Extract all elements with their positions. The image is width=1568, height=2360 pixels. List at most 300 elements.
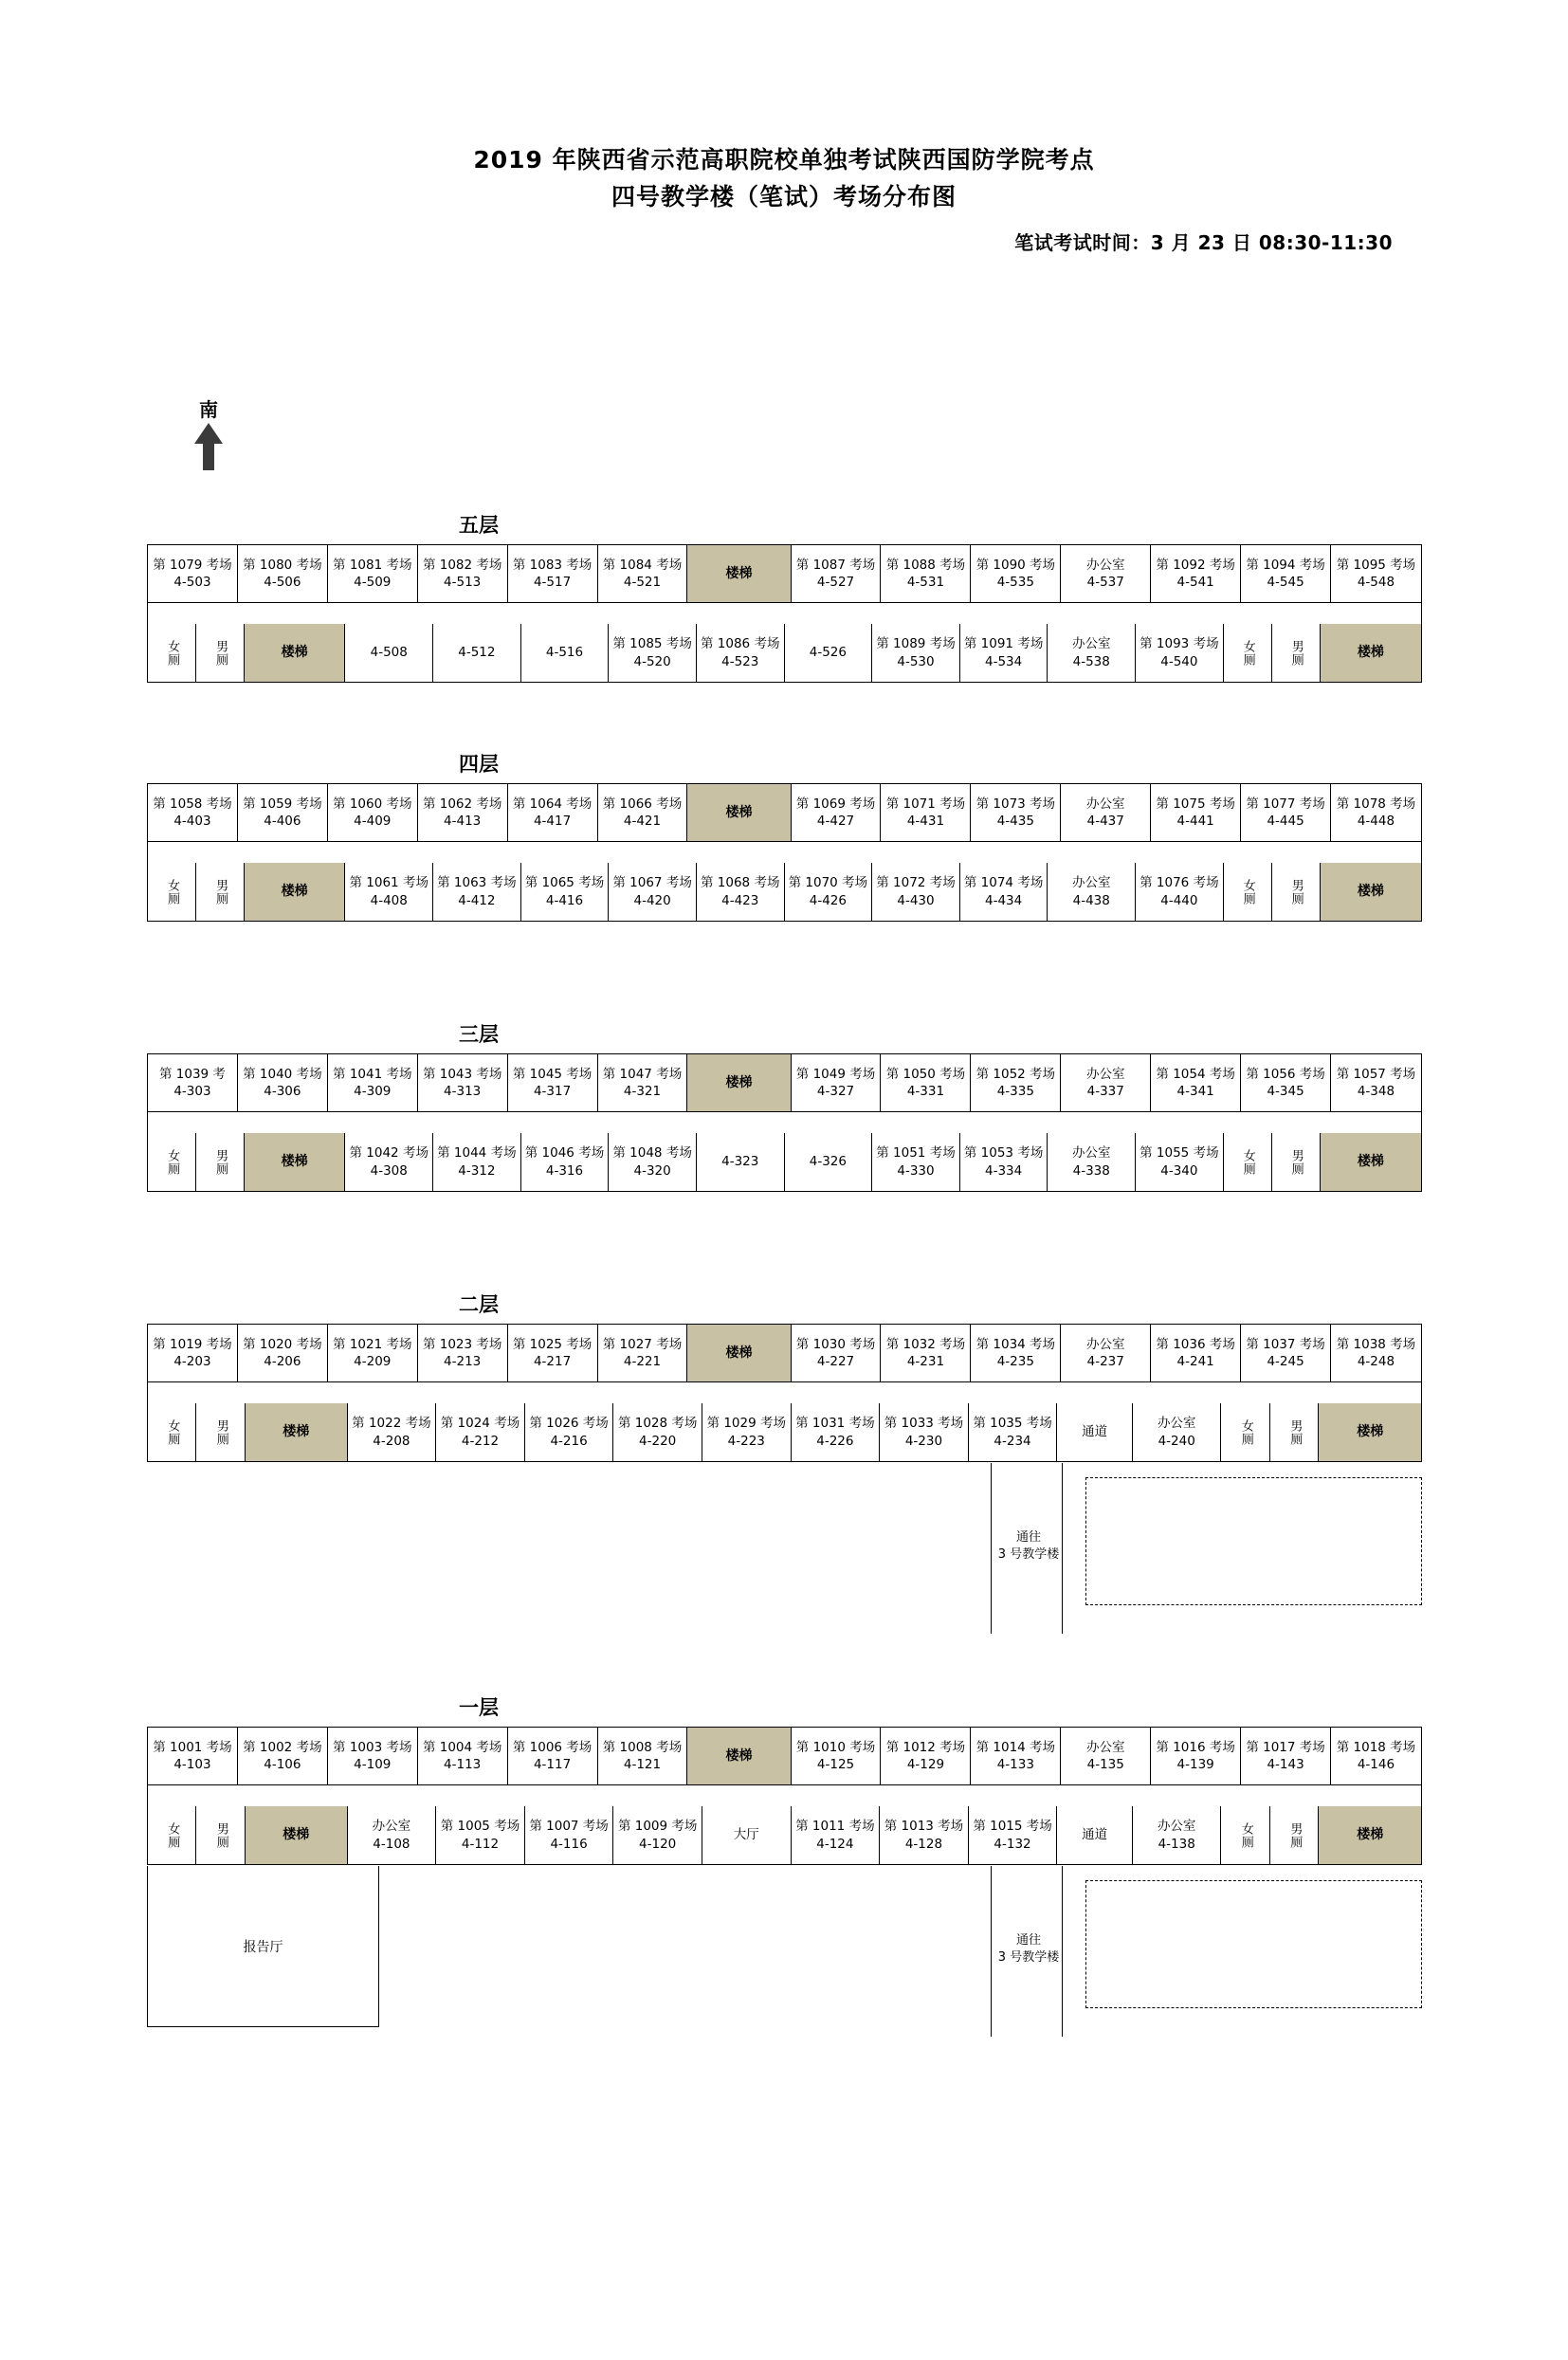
room-cell	[960, 1133, 1048, 1191]
adjacent-building-outline	[1085, 1477, 1422, 1605]
cell-line1: 办公室	[1071, 1145, 1111, 1162]
cell-line2: 4-330	[897, 1162, 935, 1179]
restroom-cell	[196, 1133, 245, 1191]
cell-line1: 第 1057 考场	[1336, 1066, 1416, 1082]
cell-line1: 第 1089 考场	[876, 636, 956, 652]
room-cell	[697, 863, 785, 921]
cell-line2: 4-303	[173, 1084, 211, 1099]
room-cell	[418, 1054, 508, 1111]
cell-line1: 第 1023 考场	[422, 1336, 502, 1352]
cell-line1: 第 1004 考场	[422, 1739, 502, 1755]
cell-line2: 4-320	[633, 1162, 671, 1179]
cell-line2: 4-334	[984, 1162, 1023, 1179]
cell-line2: 4-335	[996, 1084, 1034, 1099]
room-cell	[792, 1054, 882, 1111]
room-cell	[881, 545, 971, 602]
cell-line2: 4-506	[264, 575, 301, 590]
plain-cell	[785, 624, 873, 682]
cell-line2: 4-306	[264, 1084, 301, 1099]
cell-line1: 第 1037 考场	[1246, 1336, 1325, 1352]
restroom-cell	[196, 863, 245, 921]
cell-line2: 4-327	[816, 1084, 855, 1099]
cell-line2: 4-527	[816, 575, 855, 590]
cell-line2: 4-312	[458, 1162, 496, 1179]
cell-line1: 第 1015 考场	[973, 1819, 1052, 1835]
arrow-up-icon	[190, 423, 228, 470]
cell-line1: 女厕	[165, 878, 180, 906]
cell-line1: 女厕	[1240, 1148, 1255, 1176]
corridor-label	[981, 1529, 1076, 1564]
cell-line1: 第 1006 考场	[512, 1739, 593, 1755]
cell-line2: 4-316	[545, 1162, 584, 1179]
cell-line1: 第 1009 考场	[617, 1819, 698, 1835]
stair-cell	[1321, 624, 1422, 682]
cell-line1: 第 1059 考场	[243, 796, 322, 812]
cell-line1: 第 1085 考场	[612, 636, 692, 652]
cell-line2: 4-237	[1086, 1354, 1124, 1369]
cell-line2: 4-538	[1072, 653, 1110, 669]
cell-line1: 女厕	[1240, 878, 1255, 906]
cell-line1: 第 1056 考场	[1246, 1066, 1325, 1082]
stair-cell	[245, 1133, 346, 1191]
room-cell	[508, 1054, 598, 1111]
corridor-label-line1: 通往	[1015, 1530, 1041, 1545]
cell-line1: 第 1077 考场	[1246, 796, 1325, 812]
restroom-cell	[1272, 1133, 1321, 1191]
annex-block	[147, 1692, 1422, 1966]
room-cell	[1241, 1054, 1331, 1111]
office-cell	[1061, 1054, 1151, 1111]
cell-line2: 4-513	[444, 575, 482, 590]
cell-line2: 4-440	[1160, 892, 1198, 908]
room-cell	[148, 784, 238, 841]
cell-line2: 4-420	[633, 892, 671, 908]
office-cell	[1061, 545, 1151, 602]
cell-line2: 4-213	[444, 1354, 482, 1369]
cell-line1: 办公室	[372, 1819, 411, 1835]
plain-cell	[345, 624, 433, 682]
cell-line2: 4-113	[444, 1757, 482, 1772]
cell-line1: 第 1090 考场	[975, 557, 1056, 573]
cell-line2: 4-117	[533, 1757, 572, 1772]
restroom-cell	[196, 624, 245, 682]
cell-line1: 第 1027 考场	[602, 1336, 683, 1352]
cell-line2: 4-430	[897, 892, 935, 908]
office-cell	[1048, 863, 1136, 921]
cell-line1: 第 1053 考场	[963, 1145, 1044, 1162]
title-block	[0, 142, 1568, 216]
cell-line1: 第 1024 考场	[440, 1416, 520, 1432]
cell-line1: 第 1010 考场	[795, 1739, 876, 1755]
cell-line2: 4-245	[1267, 1354, 1304, 1369]
cell-line1: 第 1040 考场	[243, 1066, 322, 1082]
office-cell	[1061, 784, 1151, 841]
cell-line2: 4-226	[816, 1433, 854, 1449]
restroom-cell	[148, 863, 196, 921]
compass-label: 南	[199, 398, 218, 421]
exam-room-layout-page	[0, 142, 1568, 2360]
cell-line1: 第 1050 考场	[885, 1066, 966, 1082]
cell-line1: 第 1043 考场	[422, 1066, 502, 1082]
plain-cell	[433, 624, 521, 682]
cell-line1: 第 1087 考场	[795, 557, 876, 573]
cell-line1: 办公室	[1086, 1739, 1125, 1755]
cell-line1: 第 1055 考场	[1140, 1145, 1219, 1162]
cell-line2: 4-441	[1176, 814, 1214, 829]
floor-top-row	[147, 1053, 1422, 1112]
cell-line2: 4-128	[904, 1836, 943, 1852]
cell-line2: 4-116	[550, 1836, 588, 1852]
cell-line1: 第 1047 考场	[602, 1066, 683, 1082]
room-cell	[971, 1054, 1061, 1111]
cell-line1: 楼梯	[725, 1345, 753, 1361]
room-cell	[1151, 784, 1241, 841]
plain-cell	[521, 624, 610, 682]
cell-line1: 楼梯	[1357, 884, 1384, 900]
floor-bottom-row	[147, 863, 1422, 922]
cell-line2: 4-426	[809, 892, 847, 908]
cell-line1: 通道	[1082, 1827, 1108, 1843]
room-cell	[508, 545, 598, 602]
cell-line1: 第 1022 考场	[352, 1416, 431, 1432]
cell-line2: 4-548	[1357, 575, 1395, 590]
cell-line1: 第 1067 考场	[612, 875, 692, 891]
floor-block	[147, 1692, 1422, 1966]
cell-line2: 4-221	[623, 1354, 662, 1369]
cell-line2: 4-435	[996, 814, 1034, 829]
cell-line1: 办公室	[1086, 557, 1125, 573]
room-cell	[1136, 624, 1224, 682]
cell-line2: 4-135	[1086, 1757, 1124, 1772]
cell-line1: 第 1063 考场	[437, 875, 517, 891]
cell-line1: 第 1081 考场	[333, 557, 412, 573]
floor-bottom-row	[147, 624, 1422, 683]
cell-line2: 4-230	[904, 1433, 943, 1449]
restroom-cell	[148, 624, 196, 682]
room-cell	[609, 863, 697, 921]
cell-line1: 楼梯	[281, 645, 308, 661]
cell-line2: 4-545	[1267, 575, 1304, 590]
cell-line1: 第 1052 考场	[975, 1066, 1056, 1082]
room-cell	[792, 545, 882, 602]
cell-line2: 4-309	[354, 1084, 392, 1099]
cell-line1: 第 1031 考场	[795, 1416, 875, 1432]
corridor-gap	[147, 603, 1422, 624]
cell-line1: 第 1029 考场	[706, 1416, 786, 1432]
cell-line1: 4-526	[809, 645, 847, 661]
cell-line2: 4-139	[1176, 1757, 1214, 1772]
room-cell	[971, 784, 1061, 841]
plain-cell	[697, 1133, 785, 1191]
cell-line1: 第 1028 考场	[617, 1416, 698, 1432]
cell-line1: 第 1013 考场	[884, 1819, 964, 1835]
cell-line1: 男厕	[1288, 878, 1304, 906]
cell-line1: 男厕	[213, 639, 228, 667]
stair-cell	[1321, 863, 1422, 921]
cell-line1: 第 1082 考场	[422, 557, 502, 573]
cell-line1: 男厕	[1288, 639, 1304, 667]
cell-line1: 第 1048 考场	[612, 1145, 692, 1162]
cell-line2: 4-537	[1086, 575, 1124, 590]
room-cell	[598, 1054, 688, 1111]
room-cell	[1151, 1054, 1241, 1111]
cell-line1: 第 1007 考场	[529, 1819, 609, 1835]
cell-line2: 4-227	[816, 1354, 855, 1369]
room-cell	[1331, 545, 1421, 602]
floor-label: 五层	[459, 514, 499, 537]
room-cell	[960, 863, 1048, 921]
room-cell	[418, 545, 508, 602]
cell-line1: 第 1074 考场	[963, 875, 1044, 891]
corridor-label-line1: 通往	[1015, 1933, 1041, 1948]
restroom-cell	[1272, 863, 1321, 921]
cell-line2: 4-129	[906, 1757, 945, 1772]
room-cell	[960, 624, 1048, 682]
room-cell	[328, 545, 418, 602]
stair-cell	[245, 624, 346, 682]
cell-line2: 4-445	[1267, 814, 1304, 829]
cell-line1: 办公室	[1086, 1336, 1125, 1352]
cell-line1: 第 1061 考场	[349, 875, 428, 891]
cell-line2: 4-308	[370, 1162, 408, 1179]
cell-line2: 4-120	[639, 1836, 677, 1852]
floor-block	[147, 749, 1422, 922]
cell-line1: 第 1039 考	[158, 1066, 226, 1082]
cell-line1: 办公室	[1071, 636, 1111, 652]
cell-line1: 第 1079 考场	[153, 557, 232, 573]
adjacent-building-outline	[1085, 1880, 1422, 2008]
room-cell	[872, 1133, 960, 1191]
cell-line1: 女厕	[1240, 639, 1255, 667]
cell-line2: 4-212	[461, 1433, 500, 1449]
room-cell	[792, 784, 882, 841]
room-cell	[508, 784, 598, 841]
cell-line2: 4-241	[1176, 1354, 1214, 1369]
cell-line2: 4-313	[444, 1084, 482, 1099]
cell-line2: 4-535	[996, 575, 1034, 590]
cell-line1: 第 1064 考场	[512, 796, 593, 812]
plain-cell	[785, 1133, 873, 1191]
room-cell	[433, 1133, 521, 1191]
restroom-cell	[1224, 863, 1272, 921]
room-cell	[148, 1054, 238, 1111]
cell-line1: 第 1051 考场	[876, 1145, 956, 1162]
cell-line2: 4-138	[1158, 1836, 1195, 1852]
cell-line2: 4-143	[1267, 1757, 1304, 1772]
cell-line1: 楼梯	[1357, 1424, 1384, 1440]
room-cell	[521, 1133, 610, 1191]
cell-line1: 第 1036 考场	[1156, 1336, 1235, 1352]
cell-line2: 4-220	[639, 1433, 677, 1449]
cell-line1: 楼梯	[725, 565, 753, 581]
cell-line1: 第 1071 考场	[885, 796, 966, 812]
office-cell	[1048, 624, 1136, 682]
cell-line2: 4-124	[816, 1836, 854, 1852]
cell-line1: 第 1068 考场	[701, 875, 780, 891]
corridor-gap	[147, 1112, 1422, 1133]
room-cell	[872, 863, 960, 921]
cell-line1: 办公室	[1086, 1066, 1125, 1082]
cell-line2: 4-408	[370, 892, 408, 908]
cell-line1: 女厕	[165, 1418, 180, 1446]
stair-cell	[687, 545, 791, 602]
cell-line1: 第 1030 考场	[795, 1336, 876, 1352]
auditorium-block: 报告厅	[147, 1866, 379, 2027]
cell-line1: 第 1094 考场	[1246, 557, 1325, 573]
cell-line2: 4-240	[1158, 1433, 1195, 1449]
cell-line2: 4-530	[897, 653, 935, 669]
cell-line1: 楼梯	[1357, 1154, 1384, 1170]
page-title: 2019 年陕西省示范高职院校单独考试陕西国防学院考点	[473, 146, 1095, 174]
cell-line2: 4-109	[354, 1757, 392, 1772]
cell-line2: 4-409	[354, 814, 392, 829]
cell-line2: 4-203	[173, 1354, 211, 1369]
cell-line1: 第 1011 考场	[795, 1819, 875, 1835]
room-cell	[345, 1133, 433, 1191]
corridor-label-line2: 3 号教学楼	[997, 1950, 1060, 1966]
cell-line2: 4-438	[1072, 892, 1110, 908]
room-cell	[1241, 545, 1331, 602]
cell-line1: 第 1073 考场	[975, 796, 1056, 812]
cell-line2: 4-517	[533, 575, 572, 590]
restroom-cell	[148, 1133, 196, 1191]
cell-line2: 4-112	[461, 1836, 500, 1852]
cell-line1: 第 1046 考场	[524, 1145, 605, 1162]
cell-line1: 楼梯	[1357, 645, 1384, 661]
room-cell	[1136, 863, 1224, 921]
floor-block	[147, 1290, 1422, 1563]
cell-line2: 4-523	[721, 653, 759, 669]
cell-line1: 男厕	[1287, 1821, 1303, 1849]
cell-line1: 第 1095 考场	[1336, 557, 1416, 573]
cell-line2: 4-321	[623, 1084, 662, 1099]
cell-line2: 4-423	[721, 892, 759, 908]
room-cell	[1331, 1054, 1421, 1111]
cell-line1: 第 1065 考场	[524, 875, 605, 891]
cell-line1: 楼梯	[725, 1747, 753, 1764]
cell-line1: 第 1003 考场	[333, 1739, 412, 1755]
cell-line1: 第 1084 考场	[602, 557, 683, 573]
cell-line2: 4-106	[264, 1757, 301, 1772]
cell-line1: 第 1054 考场	[1156, 1066, 1235, 1082]
cell-line1: 第 1035 考场	[973, 1416, 1052, 1432]
cell-line2: 4-206	[264, 1354, 301, 1369]
cell-line2: 4-133	[996, 1757, 1034, 1772]
room-cell	[697, 624, 785, 682]
restroom-cell	[1272, 624, 1321, 682]
cell-line2: 4-146	[1357, 1757, 1395, 1772]
floor-label: 四层	[459, 753, 499, 776]
cell-line1: 第 1078 考场	[1336, 796, 1416, 812]
cell-line1: 楼梯	[283, 1827, 310, 1843]
cell-line1: 第 1045 考场	[512, 1066, 593, 1082]
room-cell	[971, 545, 1061, 602]
room-cell	[148, 545, 238, 602]
room-cell	[881, 784, 971, 841]
cell-line1: 第 1042 考场	[349, 1145, 428, 1162]
cell-line1: 男厕	[213, 1418, 228, 1446]
cell-line1: 第 1066 考场	[602, 796, 683, 812]
cell-line1: 第 1049 考场	[795, 1066, 876, 1082]
cell-line2: 4-121	[623, 1757, 662, 1772]
cell-line1: 第 1018 考场	[1336, 1739, 1416, 1755]
cell-line1: 楼梯	[725, 1074, 753, 1090]
restroom-cell	[1224, 624, 1272, 682]
stair-cell	[1321, 1133, 1422, 1191]
office-cell	[1048, 1133, 1136, 1191]
floor-block	[147, 1019, 1422, 1192]
cell-line1: 第 1001 考场	[153, 1739, 232, 1755]
cell-line2: 4-216	[550, 1433, 588, 1449]
cell-line2: 4-531	[906, 575, 945, 590]
cell-line2: 4-132	[994, 1836, 1031, 1852]
cell-line2: 4-108	[373, 1836, 410, 1852]
corridor-gap	[147, 842, 1422, 863]
cell-line1: 办公室	[1086, 796, 1125, 812]
cell-line2: 4-125	[816, 1757, 855, 1772]
cell-line1: 男厕	[1287, 1418, 1303, 1446]
cell-line2: 4-248	[1357, 1354, 1395, 1369]
room-cell	[521, 863, 610, 921]
floor-top-row	[147, 544, 1422, 603]
cell-line1: 第 1091 考场	[963, 636, 1044, 652]
cell-line1: 女厕	[165, 639, 180, 667]
cell-line2: 4-431	[906, 814, 945, 829]
room-cell	[1136, 1133, 1224, 1191]
cell-line1: 第 1080 考场	[243, 557, 322, 573]
cell-line1: 楼梯	[281, 884, 308, 900]
cell-line1: 女厕	[165, 1148, 180, 1176]
cell-line2: 4-341	[1176, 1084, 1214, 1099]
cell-line1: 通道	[1082, 1424, 1108, 1440]
exam-time-note: 笔试考试时间：3 月 23 日 08:30-11:30	[1014, 230, 1393, 254]
page-subtitle: 四号教学楼（笔试）考场分布图	[611, 182, 957, 210]
room-cell	[1331, 784, 1421, 841]
room-cell	[609, 624, 697, 682]
cell-line2: 4-217	[533, 1354, 572, 1369]
cell-line2: 4-231	[906, 1354, 945, 1369]
corridor-label-line2: 3 号教学楼	[997, 1547, 1060, 1563]
cell-line1: 办公室	[1157, 1819, 1196, 1835]
cell-line1: 楼梯	[283, 1424, 310, 1440]
cell-line2: 4-520	[633, 653, 671, 669]
cell-line2: 4-348	[1357, 1084, 1395, 1099]
cell-line2: 4-417	[533, 814, 572, 829]
cell-line1: 第 1005 考场	[440, 1819, 520, 1835]
cell-line1: 第 1008 考场	[602, 1739, 683, 1755]
cell-line1: 第 1041 考场	[333, 1066, 412, 1082]
cell-line2: 4-338	[1072, 1162, 1110, 1179]
cell-line2: 4-209	[354, 1354, 392, 1369]
cell-line1: 楼梯	[725, 804, 753, 820]
room-cell	[1151, 545, 1241, 602]
room-cell	[418, 784, 508, 841]
cell-line1: 第 1088 考场	[885, 557, 966, 573]
cell-line2: 4-317	[533, 1084, 572, 1099]
cell-line2: 4-541	[1176, 575, 1214, 590]
room-cell	[1241, 784, 1331, 841]
cell-line2: 4-416	[545, 892, 584, 908]
cell-line1: 第 1012 考场	[885, 1739, 966, 1755]
cell-line1: 第 1069 考场	[795, 796, 876, 812]
cell-line2: 4-503	[173, 575, 211, 590]
cell-line1: 大厅	[733, 1827, 759, 1843]
room-cell	[238, 1054, 328, 1111]
room-cell	[433, 863, 521, 921]
cell-line1: 第 1017 考场	[1246, 1739, 1325, 1755]
floor-label: 一层	[459, 1696, 499, 1719]
cell-line2: 4-331	[906, 1084, 945, 1099]
